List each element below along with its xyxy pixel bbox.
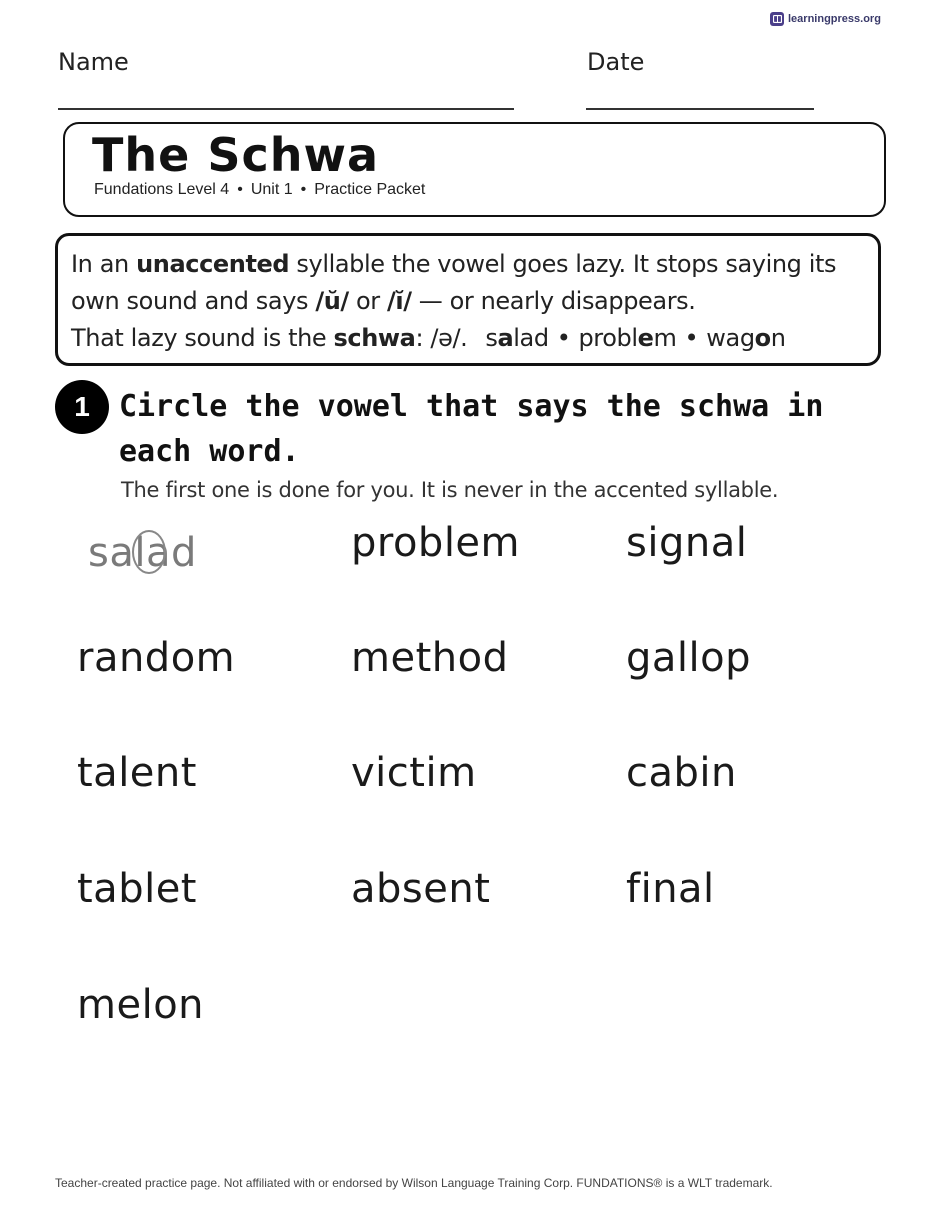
word-item[interactable]: victim bbox=[351, 750, 477, 796]
word-item[interactable]: melon bbox=[77, 982, 205, 1028]
brand-text: learningpress.org bbox=[788, 13, 881, 25]
word-item[interactable]: cabin bbox=[626, 750, 737, 796]
circle-mark-icon bbox=[132, 530, 166, 574]
step-number-badge: 1 bbox=[55, 380, 109, 434]
subtitle bbox=[94, 181, 425, 199]
bullet-icon: • bbox=[237, 181, 243, 198]
brand-logo bbox=[770, 12, 881, 26]
bullet-icon: • bbox=[556, 324, 571, 352]
word-item[interactable]: problem bbox=[351, 520, 521, 566]
book-icon bbox=[770, 12, 784, 26]
word-item[interactable]: final bbox=[626, 866, 715, 912]
name-label: Name bbox=[58, 48, 129, 76]
word-item[interactable]: signal bbox=[626, 520, 748, 566]
date-label: Date bbox=[587, 48, 645, 76]
instruction: Circle the vowel that says the schwa in each word. bbox=[119, 389, 824, 469]
name-line[interactable] bbox=[58, 108, 514, 110]
word-example[interactable]: salad bbox=[88, 530, 197, 576]
rule-line-3: That lazy sound is the schwa: /ə/. salad • problem • wagon bbox=[71, 324, 786, 352]
subtitle-packet: Practice Packet bbox=[314, 181, 426, 198]
footer-disclaimer: Teacher-created practice page. Not affiliated with or endorsed by Wilson Language Training Corp. FUNDATIONS® is a WLT trademark. bbox=[55, 1176, 773, 1190]
subtitle-unit: Unit 1 bbox=[250, 181, 293, 198]
word-item[interactable]: method bbox=[351, 635, 509, 681]
subtitle-level: Fundations Level 4 bbox=[94, 181, 230, 198]
word-item[interactable]: gallop bbox=[626, 635, 751, 681]
page-title: The Schwa bbox=[92, 128, 380, 182]
hint-text: The first one is done for you. It is never in the accented syllable. bbox=[121, 478, 779, 502]
word-item[interactable]: tablet bbox=[77, 866, 197, 912]
title-box bbox=[63, 122, 886, 217]
word-item[interactable]: absent bbox=[351, 866, 491, 912]
rule-line-1: In an unaccented syllable the vowel goes lazy. It stops saying its bbox=[71, 250, 837, 278]
bullet-icon: • bbox=[684, 324, 699, 352]
example-word: problem bbox=[578, 324, 677, 352]
rule-box bbox=[55, 233, 881, 366]
date-line[interactable] bbox=[586, 108, 814, 110]
word-item[interactable]: random bbox=[77, 635, 236, 681]
example-word: salad bbox=[485, 324, 549, 352]
rule-line-2: own sound and says /ŭ/ or /ĭ/ — or nearly disappears. bbox=[71, 287, 696, 315]
example-word: wagon bbox=[706, 324, 786, 352]
word-item[interactable]: talent bbox=[77, 750, 197, 796]
bullet-icon: • bbox=[300, 181, 307, 198]
